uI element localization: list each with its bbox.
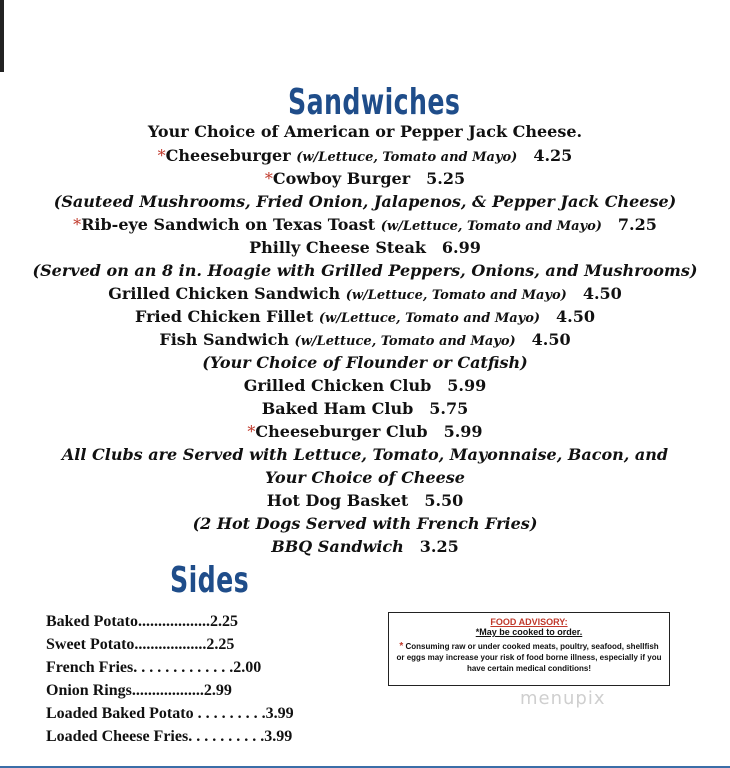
sandwich-note: (w/Lettuce, Tomato and Mayo) — [380, 219, 602, 234]
left-edge-mark — [0, 0, 4, 72]
sandwich-item — [0, 376, 730, 395]
sandwich-price: 5.25 — [426, 169, 466, 188]
star-marker: * — [73, 215, 82, 234]
sandwich-item — [0, 330, 730, 349]
sandwich-item — [0, 215, 730, 234]
side-price: 2.25 — [206, 636, 235, 653]
sandwich-note: (w/Lettuce, Tomato and Mayo) — [318, 311, 541, 326]
side-dots: .................. — [134, 636, 207, 653]
side-name: Loaded Baked Potato — [46, 705, 194, 722]
star-marker: * — [247, 422, 256, 441]
description-text: (Sauteed Mushrooms, Fried Onion, Jalapenos, & Pepper Jack Cheese) — [53, 192, 677, 211]
advisory-title: FOOD ADVISORY: — [490, 617, 568, 627]
side-item — [46, 705, 294, 728]
description-text: All Clubs are Served with Lettuce, Tomato, Mayonnaise, Bacon, and — [61, 445, 669, 464]
description-text: (2 Hot Dogs Served with French Fries) — [192, 514, 538, 533]
star-marker: * — [157, 146, 166, 165]
sandwich-name: Baked Ham Club — [261, 399, 414, 418]
cheese-choice-note: Your Choice of American or Pepper Jack Cheese. — [147, 122, 583, 141]
sandwich-price: 4.50 — [531, 330, 571, 349]
side-item — [46, 613, 294, 636]
side-item — [46, 659, 294, 682]
side-name: Onion Rings — [46, 682, 132, 699]
side-price: 2.00 — [233, 659, 262, 676]
sandwich-name: BBQ Sandwich — [271, 537, 404, 556]
sandwich-item — [0, 169, 730, 188]
sandwich-price: 5.99 — [447, 376, 487, 395]
side-dots: . . . . . . . . . . . . . — [133, 659, 234, 676]
description-text: (Served on an 8 in. Hoagie with Grilled Peppers, Onions, and Mushrooms) — [32, 261, 698, 280]
sandwich-name: Rib-eye Sandwich on Texas Toast — [81, 215, 376, 234]
sandwich-name: Cheeseburger Club — [255, 422, 428, 441]
advisory-body-text: Consuming raw or under cooked meats, poultry, seafood, shellfish or eggs may increase your risk of food borne illness, especially if you have certain medical conditions! — [396, 642, 662, 673]
side-item — [46, 682, 294, 705]
sandwich-name: Fried Chicken Fillet — [134, 307, 314, 326]
sandwich-name: Fish Sandwich — [159, 330, 289, 349]
sides-list — [46, 613, 294, 751]
sandwich-name: Philly Cheese Steak — [249, 238, 426, 257]
sandwich-description — [0, 353, 730, 372]
sandwich-name: Cowboy Burger — [272, 169, 411, 188]
sandwich-item — [0, 537, 730, 556]
sandwich-item — [0, 422, 730, 441]
sandwich-item — [0, 399, 730, 418]
sandwich-description — [0, 445, 730, 464]
side-price: 2.99 — [203, 682, 232, 699]
side-dots: . . . . . . . . . . — [188, 728, 265, 745]
advisory-subtitle: *May be cooked to order. — [475, 627, 583, 637]
advisory-star: * — [399, 641, 404, 652]
sandwich-price: 7.25 — [617, 215, 657, 234]
description-text: Your Choice of Cheese — [265, 468, 465, 487]
watermark-logo: menupix — [520, 688, 606, 709]
side-name: Sweet Potato — [46, 636, 135, 653]
sandwich-price: 3.25 — [419, 537, 459, 556]
sandwich-price: 5.99 — [443, 422, 483, 441]
sandwich-price: 4.25 — [533, 146, 573, 165]
side-name: French Fries — [46, 659, 134, 676]
sandwich-description — [0, 468, 730, 487]
sandwich-description — [0, 261, 730, 280]
sandwich-item — [0, 491, 730, 510]
advisory-body — [389, 641, 669, 674]
star-marker: * — [264, 169, 273, 188]
side-dots: .................. — [138, 613, 210, 630]
side-dots: . . . . . . . . . — [193, 705, 266, 722]
sandwich-note: (w/Lettuce, Tomato and Mayo) — [345, 288, 567, 303]
sandwich-name: Grilled Chicken Club — [243, 376, 432, 395]
sandwich-name: Hot Dog Basket — [266, 491, 409, 510]
sandwich-note: (w/Lettuce, Tomato and Mayo) — [294, 334, 516, 349]
side-item — [46, 728, 294, 751]
sandwich-name: Grilled Chicken Sandwich — [108, 284, 341, 303]
sandwich-description — [0, 192, 730, 211]
sandwich-name: Cheeseburger — [165, 146, 291, 165]
sides-heading: Sides — [170, 560, 250, 601]
food-advisory-box — [388, 612, 670, 686]
sandwich-item — [0, 238, 730, 257]
side-name: Loaded Cheese Fries — [46, 728, 189, 745]
sandwich-item — [0, 307, 730, 326]
sandwich-description — [0, 514, 730, 533]
side-price: 3.99 — [264, 728, 293, 745]
side-item — [46, 636, 294, 659]
side-name: Baked Potato — [46, 613, 138, 630]
side-dots: .................. — [131, 682, 204, 699]
description-text: (Your Choice of Flounder or Catfish) — [202, 353, 528, 372]
sandwich-price: 5.50 — [424, 491, 464, 510]
sandwich-price: 4.50 — [556, 307, 595, 326]
sandwich-price: 6.99 — [441, 238, 481, 257]
sandwich-note: (w/Lettuce, Tomato and Mayo) — [296, 150, 518, 165]
sandwich-item — [0, 284, 730, 303]
sandwich-price: 5.75 — [429, 399, 469, 418]
sandwiches-heading: Sandwiches — [288, 82, 461, 123]
side-price: 3.99 — [265, 705, 294, 722]
side-price: 2.25 — [210, 613, 238, 630]
sandwich-price: 4.50 — [582, 284, 622, 303]
sandwich-item — [0, 146, 730, 165]
